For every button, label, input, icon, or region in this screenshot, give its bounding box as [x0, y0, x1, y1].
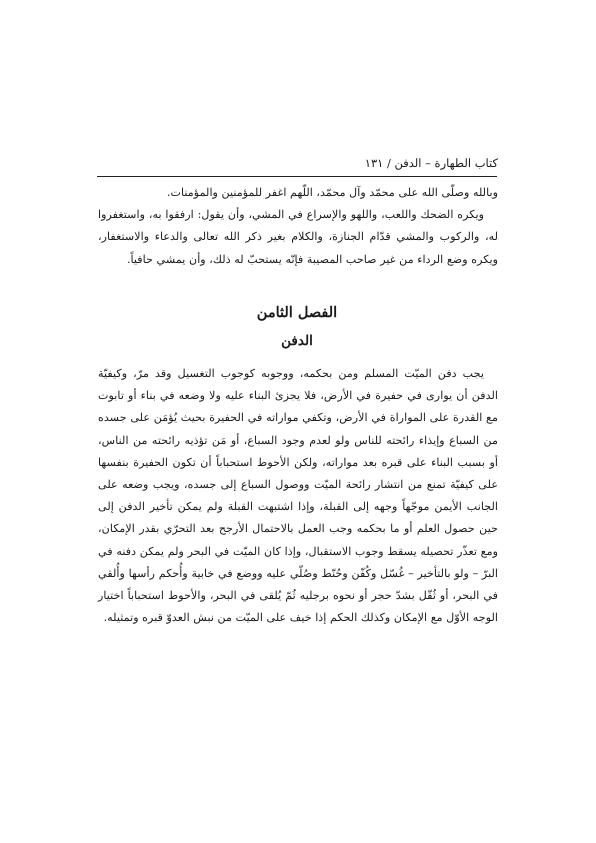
intro-text: [98, 182, 498, 271]
section-title: الدفن: [281, 333, 313, 349]
running-header: كتاب الطهارة – الدفن / ١٣١: [364, 156, 498, 170]
chapter-title: الفصل الثامن: [256, 304, 338, 321]
makruhat-paragraph: ويكره الضحك واللعب، واللهو والإسراع في المشي، وأن يقول: ارفقوا به، واستغفروا له، والركوب والمشي قدّام الجنازة، والكلام بغير ذكر الله تعالى والدعاء والاستغفار، ويكره وضع الرداء من غير صاحب المصيبة فإنّه يستحبّ له ذلك، وأن يمشي حافياً.: [98, 208, 498, 266]
closing-line: وبالله وصلّى الله على محمّد وآل محمّد، اللّهم اغفر للمؤمنين والمؤمنات.: [166, 186, 498, 199]
burial-paragraph: يجب دفن الميّت المسلم ومن بحكمه، ووجوبه كوجوب التغسيل وقد مرّ، وكيفيّة الدفن أن يواری في حفيرة في الأرض، فلا يجزئ البناء عليه ولا وضعه في بناء أو تابوت مع القدرة على المواراة في الأرض، وتكفي مواراته في الحفيرة بحيث يُؤمَن على جسده من السباع وإيذاء رائحته للناس ولو لعدم وجود السباع، أو مَن تؤذيه رائحته من الناس، أو بسبب البناء على قبره بعد مواراته، ولكن الأحوط استحباباً أن تكون الحفيرة بنفسها على كيفيّة تمنع من انتشار رائحة الميّت ووصول السباع إلى جسده، ويجب وضعه على الجانب الأيمن موجّهاً وجهه إلى القبلة، وإذا اشتبهت القبلة ولم يمكن تأخير الدفن إلى حين حصول العلم أو ما بحكمه وجب العمل بالاحتمال الأرجح بعد التحرّي بقدر الإمكان، ومع تعذّر تحصيله يسقط وجوب الاستقبال، وإذا كان الميّت في البحر ولم يمكن دفنه في البرّ – ولو بالتأخير – غُسّل وكُفّن وحُنّط وصُلّي عليه ووضع في خابية وأُحكم رأسها وأُلقي في البحر، أو ثُقّل بشدّ حجر أو نحوه برجليه ثُمّ يُلقى في البحر، والأحوط استحباباً اختيار الوجه الأوّل مع الإمكان وكذلك الحكم إذا خيف على الميّت من نبش العدوّ قبره وتمثيله.: [98, 367, 498, 625]
header-divider: [97, 176, 497, 177]
burial-text: [98, 363, 498, 629]
